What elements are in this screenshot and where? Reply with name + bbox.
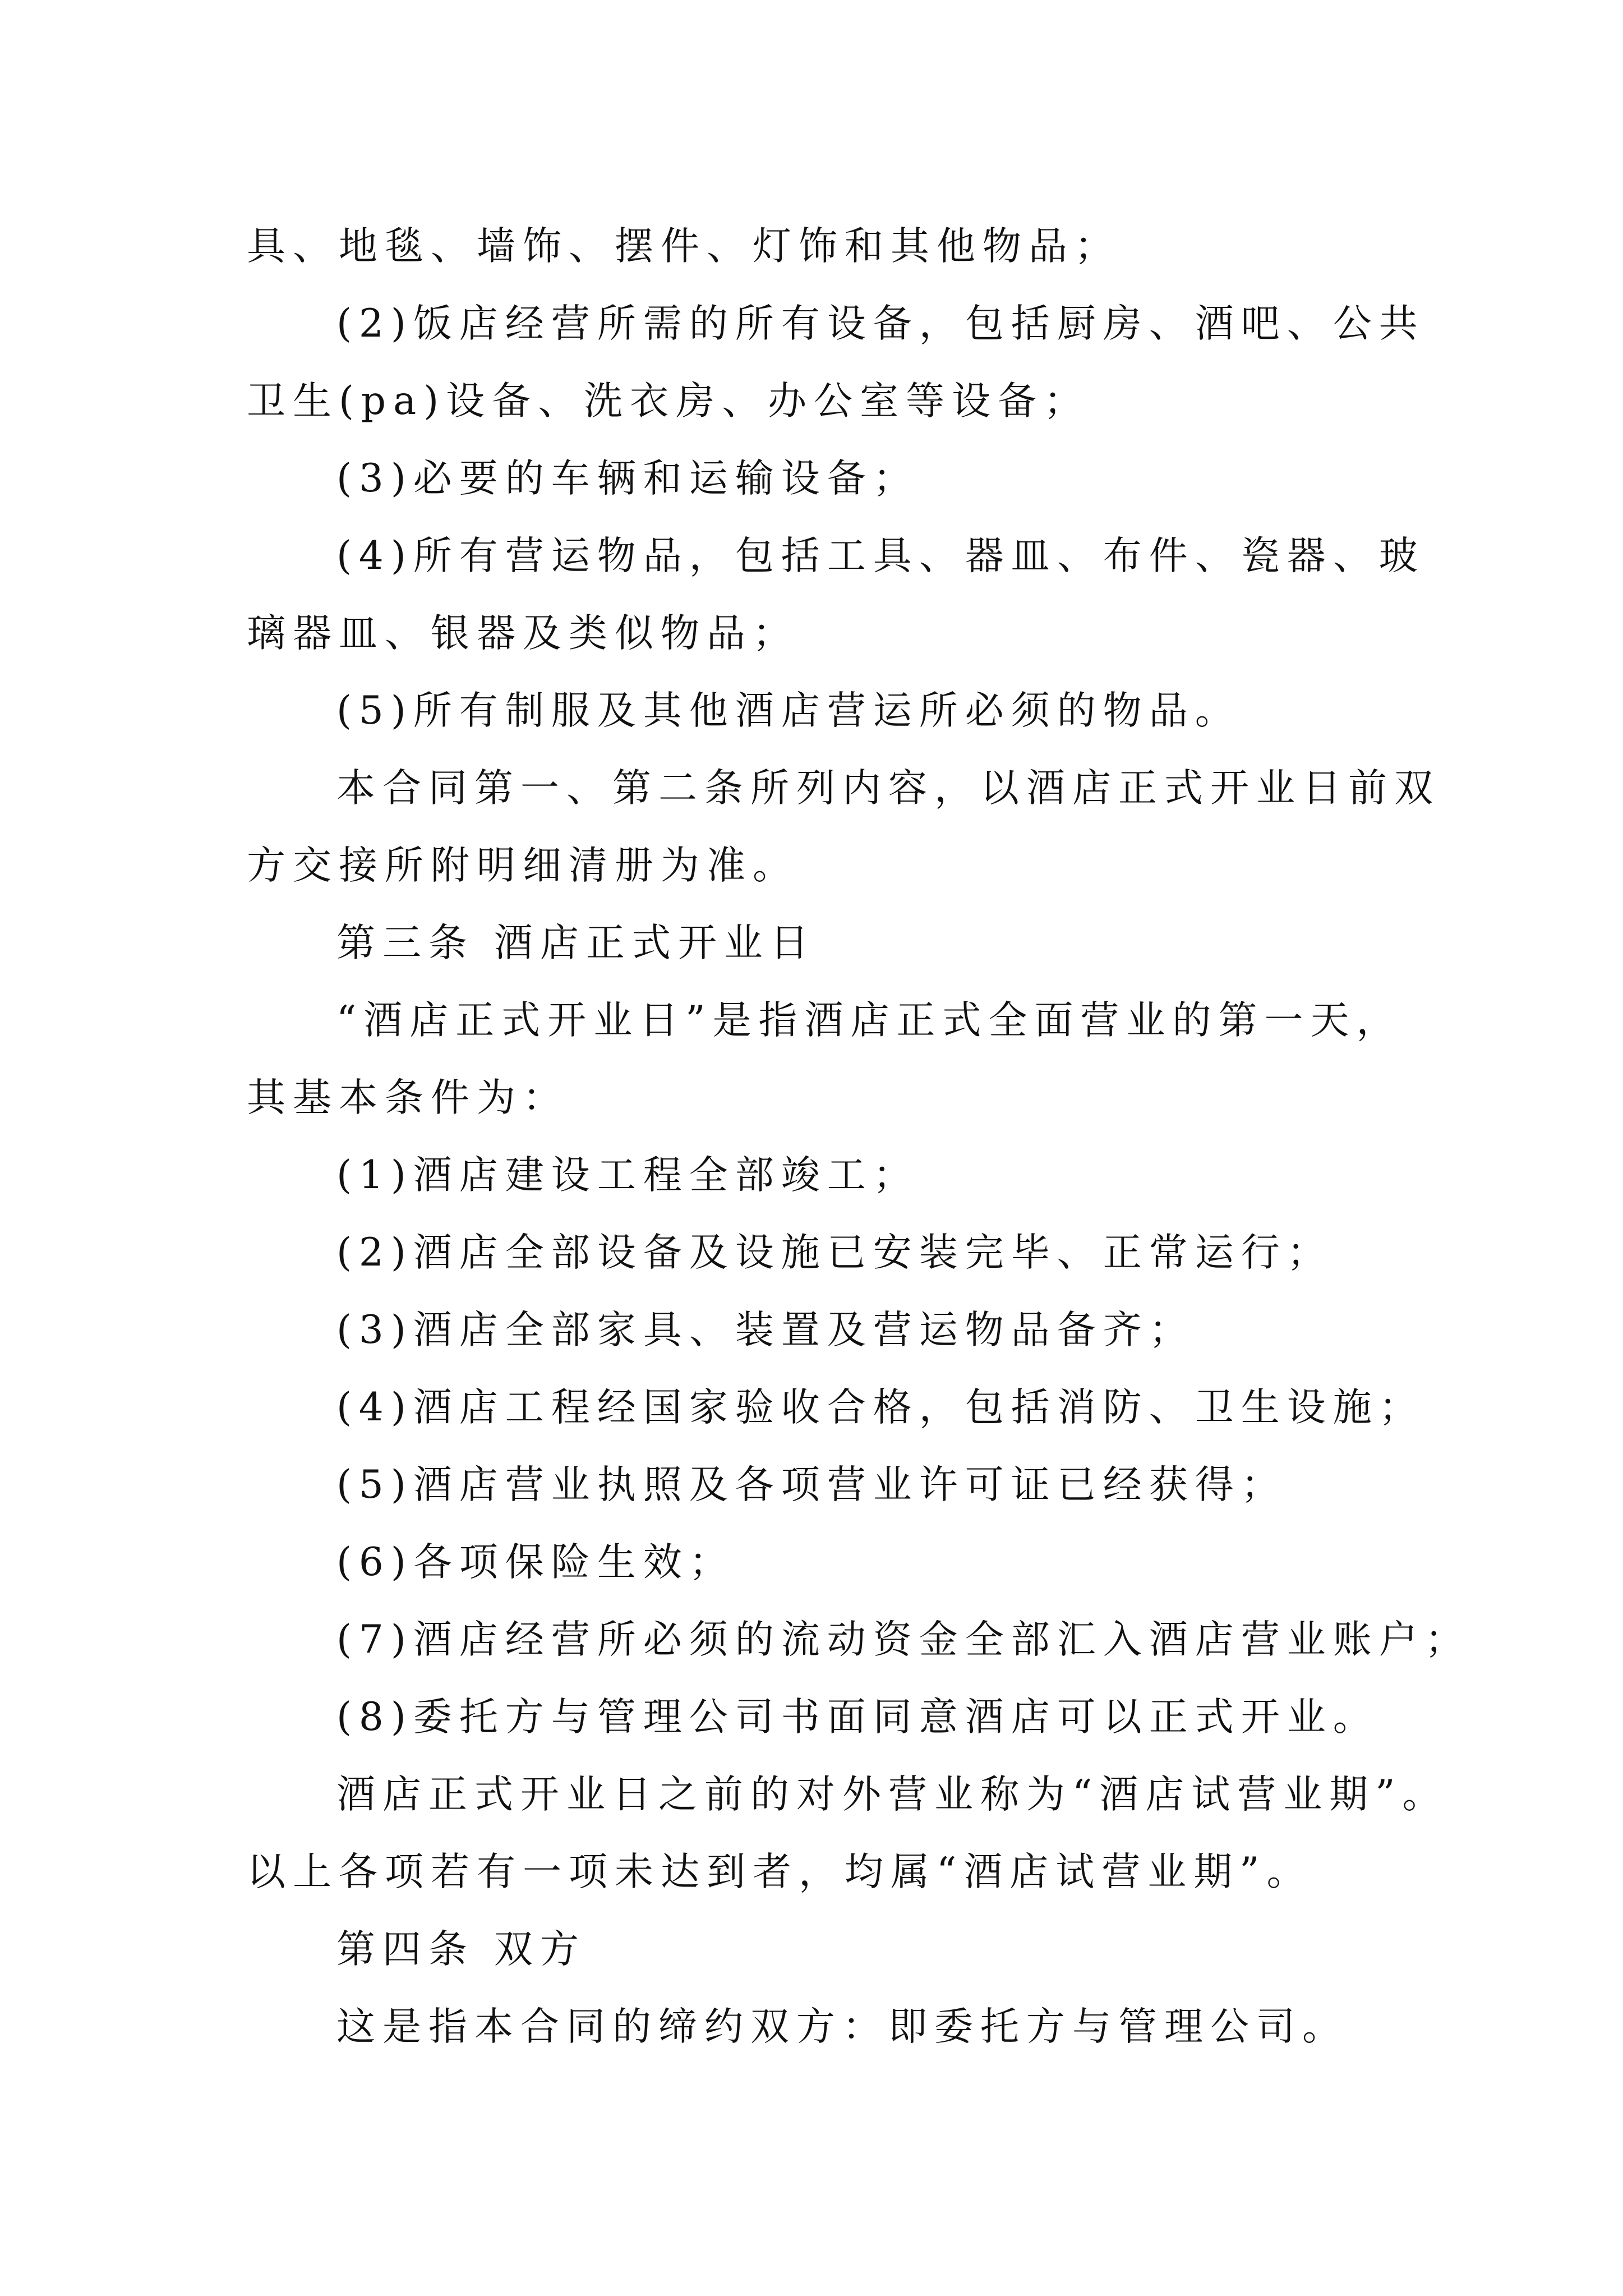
- section-heading: 第四条 双方: [336, 1927, 586, 1972]
- list-item: (5)酒店营业执照及各项营业许可证已经获得；: [336, 1462, 1287, 1507]
- text-line: 具、地毯、墙饰、摆件、灯饰和其他物品；: [247, 224, 1121, 269]
- list-item: (6)各项保险生效；: [336, 1540, 735, 1585]
- text-line: (2)饭店经营所需的所有设备，包括厨房、酒吧、公共: [336, 301, 1425, 346]
- list-item: (4)酒店工程经国家验收合格，包括消防、卫生设施；: [336, 1385, 1425, 1430]
- text-line: (3)必要的车辆和运输设备；: [336, 456, 919, 501]
- text-line: 其基本条件为：: [247, 1075, 569, 1120]
- text-line: 方交接所附明细清册为准。: [247, 843, 799, 888]
- list-item: (7)酒店经营所必须的流动资金全部汇入酒店营业账户；: [336, 1617, 1471, 1662]
- list-item: (8)委托方与管理公司书面同意酒店可以正式开业。: [336, 1695, 1379, 1740]
- text-line: 这是指本合同的缔约双方：即委托方与管理公司。: [336, 2004, 1348, 2049]
- document-body: [247, 208, 1471, 2065]
- list-item: (2)酒店全部设备及设施已安装完毕、正常运行；: [336, 1230, 1333, 1275]
- list-item: (3)酒店全部家具、装置及营运物品备齐；: [336, 1308, 1195, 1352]
- list-item: (1)酒店建设工程全部竣工；: [336, 1153, 919, 1198]
- text-line: “酒店正式开业日”是指酒店正式全面营业的第一天，: [336, 998, 1403, 1043]
- section-heading: 第三条 酒店正式开业日: [336, 921, 816, 965]
- text-line: (4)所有营运物品，包括工具、器皿、布件、瓷器、玻: [336, 533, 1425, 578]
- text-line: 卫生(pa)设备、洗衣房、办公室等设备；: [247, 379, 1090, 424]
- text-line: 璃器皿、银器及类似物品；: [247, 611, 799, 656]
- text-line: (5)所有制服及其他酒店营运所必须的物品。: [336, 688, 1241, 733]
- text-line: 以上各项若有一项未达到者，均属“酒店试营业期”。: [247, 1849, 1313, 1894]
- text-line: 本合同第一、第二条所列内容，以酒店正式开业日前双: [336, 766, 1440, 811]
- text-line: 酒店正式开业日之前的对外营业称为“酒店试营业期”。: [336, 1772, 1449, 1817]
